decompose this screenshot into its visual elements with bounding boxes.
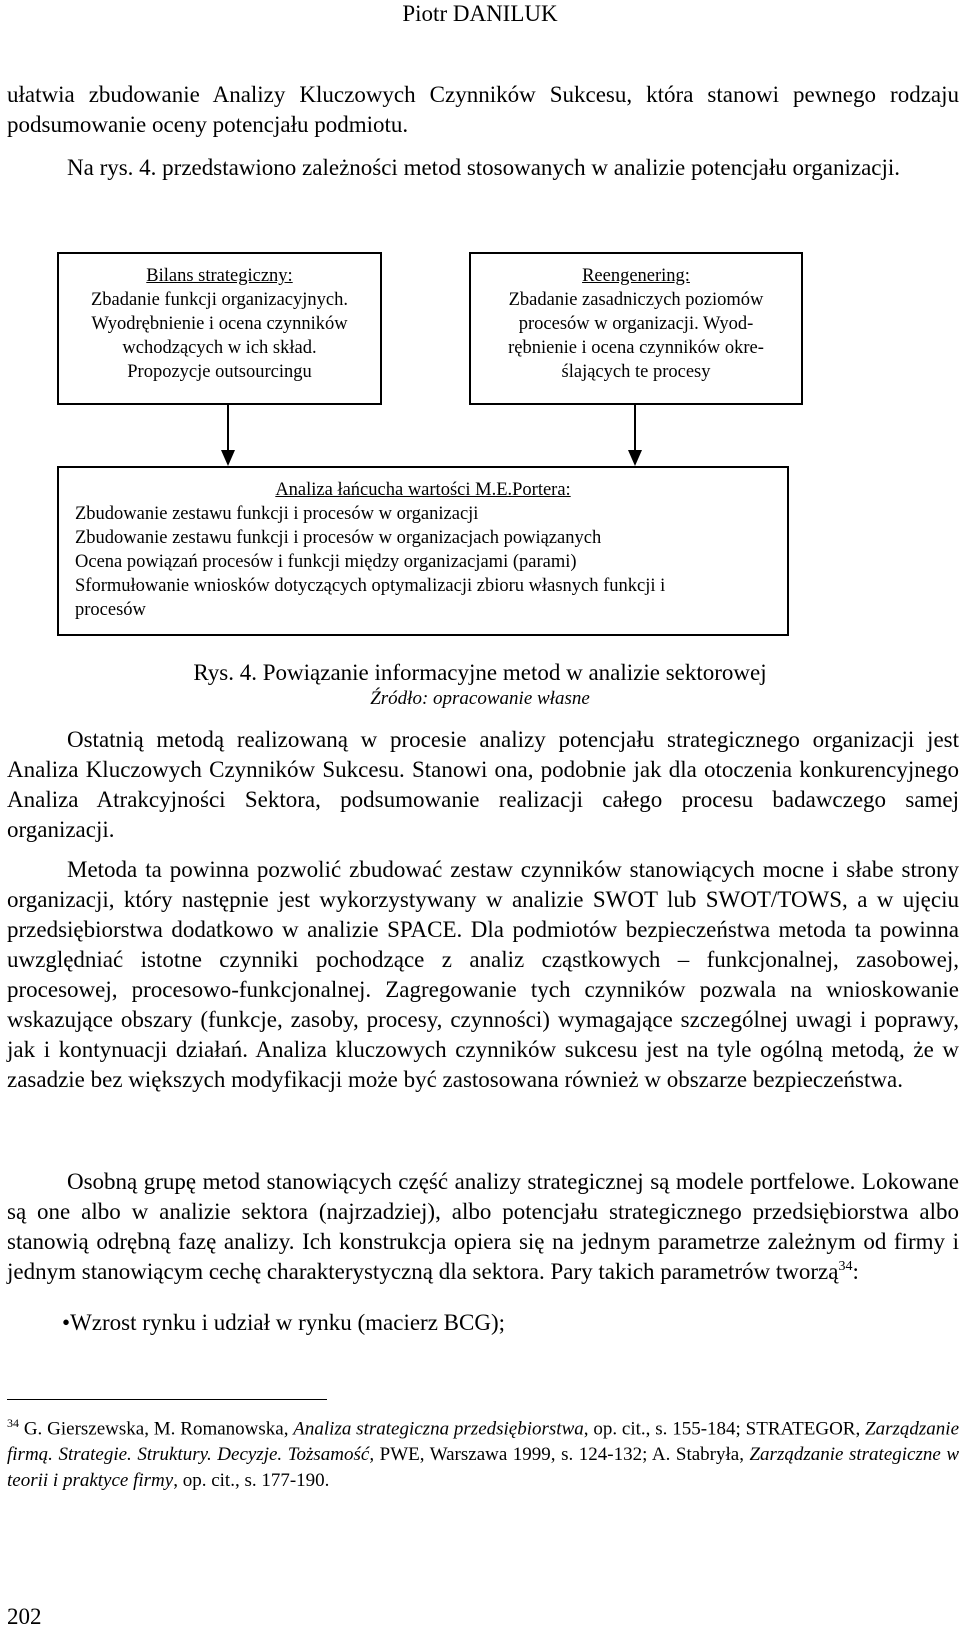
arrow-right [628, 405, 642, 466]
box-bottom-line: Sformułowanie wniosków dotyczących optymalizacji zbioru własnych funkcji i [75, 576, 666, 596]
running-header: Piotr DANILUK [402, 1, 558, 26]
paragraph-intro-2: Na rys. 4. przedstawiono zależności metod stosowanych w analizie potencjału organizacji. [67, 155, 901, 180]
figure-source: Źródło: opracowanie własne [370, 688, 590, 709]
footnote-ref: 34 [838, 1259, 853, 1274]
footnote-italic-title: Analiza strategiczna przedsiębiorstwa [293, 1418, 584, 1440]
box-reengineering [469, 252, 803, 405]
box-right-title: Reengenering: [582, 266, 690, 286]
footnote-text: , op. cit., s. 155-184; STRATEGOR, [583, 1418, 866, 1440]
paragraph-body-3-end: : [852, 1259, 859, 1284]
paragraph-body-1: Ostatnią metodą realizowaną w procesie analizy potencjału strategicznego organizacji jest Analiza Kluczowych Czynników Sukcesu. Stanowi ona, podobnie jak dla otoczenia konkurencyjnego Analiza Atrakcyjności Sektora, podsumowanie realizacji całego procesu badawczego samej organizacji. [7, 727, 959, 842]
footnote-italic-title: Zarządzanie strategiczne w teorii i praktyce firmy [7, 1444, 960, 1492]
paragraph-body-3 [7, 1167, 959, 1287]
footnote-number: 34 [7, 1416, 19, 1430]
footnote-italic-title: Zarządzanie firmą. Strategie. Struktury. Decyzje. Tożsamość, [7, 1418, 960, 1466]
box-bottom-line: procesów [75, 600, 146, 620]
arrow-left [221, 405, 235, 466]
box-bottom-line: Zbudowanie zestawu funkcji i procesów w organizacji [75, 504, 479, 524]
footnote-separator [7, 1399, 327, 1400]
paragraph-body-3-text: Osobną grupę metod stanowiących część analizy strategicznej są modele portfelowe. Lokowane są one albo w analizie sektora (najrzadziej), albo potencjału strategicznego przedsiębiorstwa albo stanowią odrębną fazę analizy. Ich konstrukcja opiera się na jednym parametrze zależnym od firmy i jednym stanowiącym cechę charakterystyczną dla sektora. Pary takich parametrów tworzą [7, 1169, 959, 1284]
bullet-item [62, 1308, 505, 1338]
diagram-arrows [0, 400, 960, 470]
footnote-text: G. Gierszewska, M. Romanowska, [19, 1418, 294, 1440]
box-value-chain [57, 466, 789, 636]
paragraph-body-2: Metoda ta powinna pozwolić zbudować zestaw czynników stanowiących mocne i słabe strony organizacji, który następnie jest wykorzystywany w analizie SWOT lub SWOT/TOWS, a w ujęciu przedsiębiorstwa dodatkowo w analizie SPACE. Dla podmiotów bezpieczeństwa metoda ta powinna uwzględniać istotne czynniki pochodzące z analiz cząstkowych – funkcjonalnej, zasobowej, procesowej, procesowo-funkcjonalnej. Zagregowanie tych czynników pozwala na wnioskowanie wskazujące obszary (funkcje, zasoby, procesy, czynności) wymagające szczególnej uwagi i poprawy, jak i kontynuacji działań. Analiza kluczowych czynników sukcesu jest na tyle ogólną metodą, że w zasadzie bez większych modyfikacji może być zastosowana również w obszarze bezpieczeństwa. [7, 857, 959, 1092]
box-left-line: Wyodrębnienie i ocena czynników [91, 314, 348, 334]
box-right-line: rębnienie i ocena czynników okre- [508, 338, 764, 358]
box-right-line: ślających te procesy [561, 362, 711, 382]
box-right-line: procesów w organizacji. Wyod- [518, 314, 754, 334]
footnote [7, 1410, 959, 1494]
page-number: 202 [7, 1604, 42, 1629]
box-left-line: wchodzących w ich skład. [122, 338, 317, 358]
box-bottom-title: Analiza łańcucha wartości M.E.Portera: [275, 480, 571, 500]
figure-caption: Rys. 4. Powiązanie informacyjne metod w analizie sektorowej [193, 660, 767, 685]
box-bottom-line: Zbudowanie zestawu funkcji i procesów w organizacjach powiązanych [75, 528, 602, 548]
box-left-line: Zbadanie funkcji organizacyjnych. [90, 290, 348, 310]
box-right-line: Zbadanie zasadniczych poziomów [508, 290, 764, 310]
paragraph-intro-1: ułatwia zbudowanie Analizy Kluczowych Czynników Sukcesu, która stanowi pewnego rodzaju podsumowanie oceny potencjału podmiotu. [7, 82, 959, 137]
box-left-title: Bilans strategiczny: [146, 266, 293, 286]
bullet-text: Wzrost rynku i udział w rynku (macierz BCG); [70, 1310, 506, 1335]
box-bottom-line: Ocena powiązań procesów i funkcji między organizacjami (parami) [75, 552, 577, 572]
bullet-symbol: • [62, 1310, 71, 1335]
box-left-line: Propozycje outsourcingu [127, 362, 312, 382]
box-strategic-balance [57, 252, 382, 405]
footnote-text: PWE, Warszawa 1999, s. 124-132; A. Stabryła, [374, 1444, 750, 1466]
footnote-text: , op. cit., s. 177-190. [173, 1470, 330, 1492]
